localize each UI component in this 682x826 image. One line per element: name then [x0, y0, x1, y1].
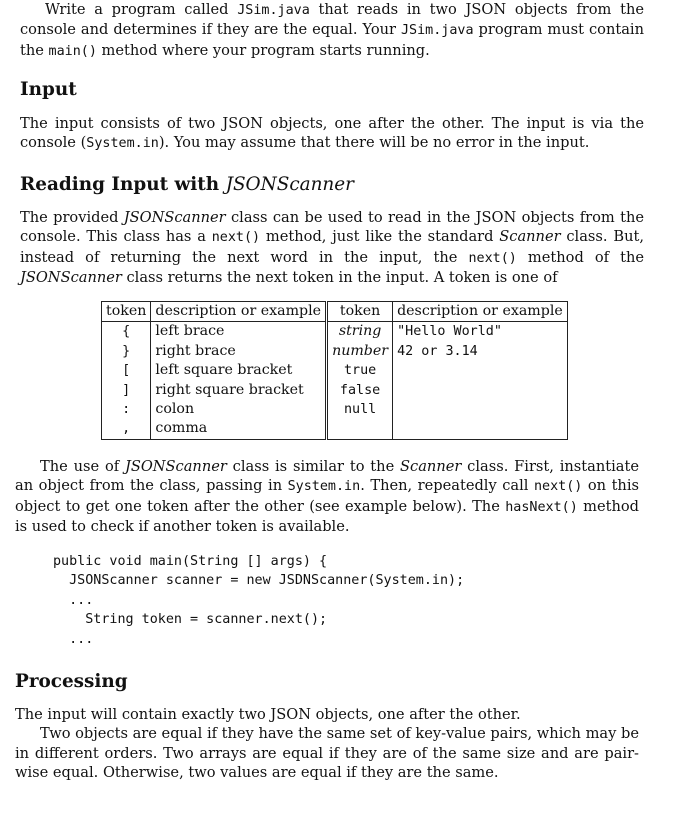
reading-text: The provided — [20, 209, 124, 226]
token-table-row — [102, 419, 568, 439]
token-table-wrap — [101, 301, 568, 440]
token-table-row — [102, 400, 568, 419]
code-line: String token = scanner.next(); — [53, 612, 328, 628]
input-code: System.in — [86, 136, 159, 152]
reading-text: class. But, instead of returning the next word in the input, the — [20, 228, 644, 266]
token-cell — [327, 419, 393, 439]
processing-paragraphs — [15, 705, 639, 783]
processing-paragraph-2: Two objects are equal if they have the same set of key-value pairs, which may be in different orders. Two arrays are equal if they are of the same size and are pair-wise equal. Otherwise, two values are equal if they are the same. — [15, 725, 639, 782]
token-cell: , — [102, 419, 151, 439]
usage-paragraph — [15, 457, 639, 537]
code-line: ... — [53, 592, 94, 608]
reading-heading — [20, 175, 644, 194]
intro-code: main() — [48, 43, 97, 59]
token-cell: { — [102, 322, 151, 342]
usage-text: The use of — [40, 458, 125, 475]
token-description-cell — [393, 361, 568, 380]
reading-text: class can be used to read in the JSON objects from the console. This class has a — [20, 209, 644, 246]
token-table-header-row — [102, 302, 568, 322]
usage-code: next() — [533, 479, 583, 495]
reading-text: method of the — [516, 248, 645, 266]
token-description-cell: left brace — [151, 322, 327, 342]
token-description-cell — [393, 419, 568, 439]
token-cell: [ — [102, 361, 151, 380]
code-line: JSONScanner scanner = new JSDNScanner(System.in); — [53, 573, 465, 589]
token-description-cell: 42 or 3.14 — [397, 343, 478, 359]
input-heading: Input — [20, 79, 77, 100]
token-table-row — [102, 322, 568, 342]
token-cell: null — [327, 400, 393, 419]
usage-code: hasNext() — [505, 499, 578, 515]
token-cell: true — [327, 361, 393, 380]
intro-text: that reads in two JSON objects from the console and determines if they are the equal. Your — [20, 1, 644, 39]
reading-heading-italic: JSONScanner — [225, 174, 354, 195]
code-line: ... — [53, 631, 94, 647]
reading-italic: Scanner — [499, 228, 561, 246]
usage-italic: JSONScanner — [124, 458, 227, 475]
token-table — [101, 301, 568, 440]
input-text: ). You may assume that there will be no error in the input. — [158, 134, 590, 152]
intro-code: JSim.java — [237, 3, 310, 18]
intro-text: Write a program called — [45, 1, 238, 18]
intro-text: program must contain the — [20, 21, 644, 59]
token-table-row — [102, 342, 568, 361]
token-description-cell: left square bracket — [151, 361, 327, 380]
token-cell: ] — [102, 381, 151, 400]
token-description-cell — [393, 400, 568, 419]
token-table-header: token — [327, 302, 393, 322]
code-block — [53, 552, 464, 649]
token-table-header: description or example — [151, 302, 327, 322]
processing-paragraph-1: The input will contain exactly two JSON objects, one after the other. — [15, 706, 521, 723]
intro-code: JSim.java — [400, 23, 474, 39]
code-line: public void main(String [] args) { — [53, 554, 328, 569]
reading-text: class returns the next token in the input. A token is one of — [121, 269, 558, 287]
usage-code: System.in — [287, 479, 361, 495]
token-description-cell: right brace — [151, 342, 327, 361]
token-cell: number — [327, 342, 393, 361]
token-cell: string — [327, 322, 393, 342]
usage-italic: Scanner — [400, 458, 462, 475]
token-description-cell: comma — [151, 419, 327, 439]
processing-section — [15, 672, 639, 691]
usage-text: method is used to check if another token is available. — [15, 497, 639, 536]
processing-heading: Processing — [15, 671, 128, 692]
intro-text: method where your program starts running. — [96, 41, 430, 59]
token-cell: false — [327, 381, 393, 400]
token-table-header: token — [102, 302, 151, 322]
reading-paragraph — [20, 208, 644, 288]
token-cell: } — [102, 342, 151, 361]
token-table-row — [102, 381, 568, 400]
reading-italic: JSONScanner — [123, 209, 226, 226]
token-description-cell: right square bracket — [151, 381, 327, 400]
reading-heading-bold: Reading Input with — [20, 174, 226, 195]
reading-code: next() — [211, 230, 261, 246]
token-description-cell: colon — [151, 400, 327, 419]
usage-text: class. First, instantiate an object from the class, passing in — [15, 458, 639, 495]
token-cell: : — [102, 400, 151, 419]
reading-code: next() — [468, 250, 517, 266]
input-section — [20, 80, 644, 99]
usage-text: on this object to get one token after the other (see example below). The — [15, 477, 639, 515]
usage-text: class is similar to the — [226, 458, 401, 475]
token-table-header: description or example — [393, 302, 568, 322]
reading-section — [20, 175, 644, 194]
input-text: The input consists of two JSON objects, one after the other. The input is via the console ( — [20, 115, 644, 152]
token-description-cell: "Hello World" — [397, 324, 502, 340]
token-table-row — [102, 361, 568, 380]
token-description-cell — [393, 381, 568, 400]
usage-text: . Then, repeatedly call — [360, 477, 534, 495]
reading-italic: JSONScanner — [20, 269, 122, 287]
intro-paragraph — [20, 0, 644, 61]
reading-text: method, just like the standard — [260, 228, 500, 246]
input-paragraph — [20, 114, 644, 154]
